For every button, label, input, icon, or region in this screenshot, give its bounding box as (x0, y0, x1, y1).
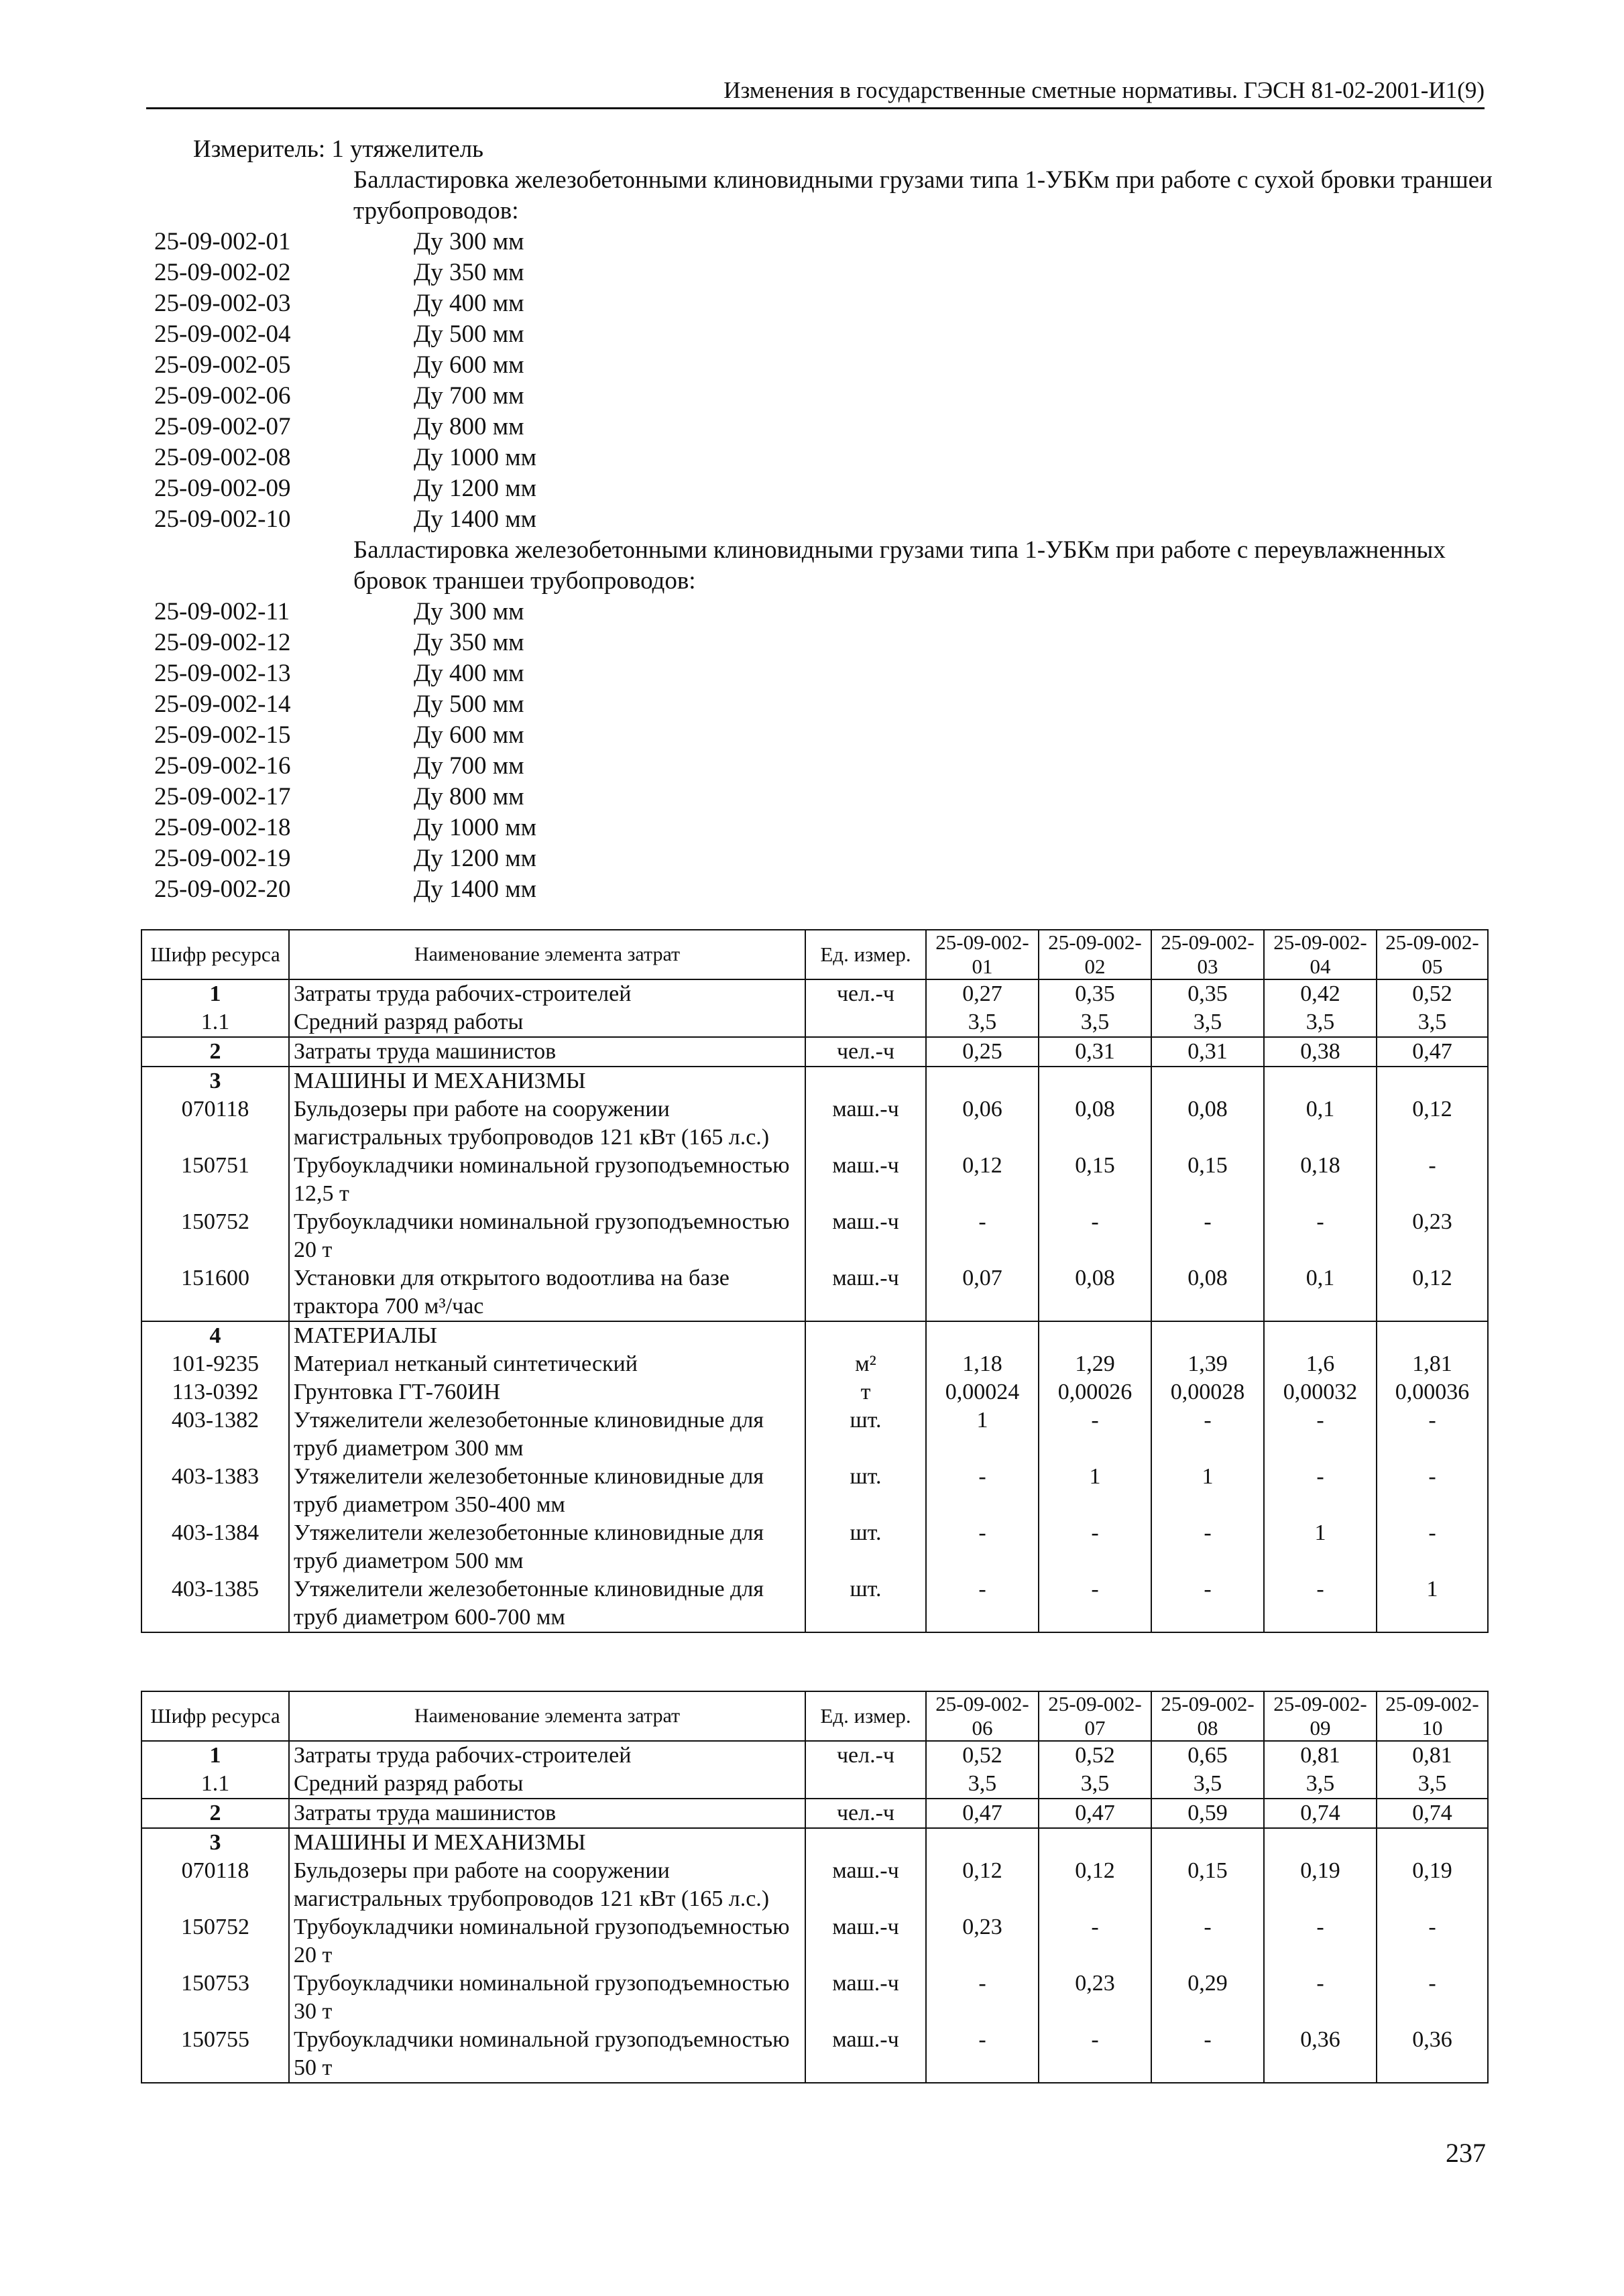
resource-code: 3 (141, 1828, 289, 1857)
norm-value: 0,25 (926, 1037, 1039, 1067)
norm-description: Ду 1400 мм (414, 505, 537, 533)
cost-element-name: Утяжелители железобетонные клиновидные для труб диаметром 350-400 мм (289, 1463, 805, 1519)
table-row (141, 1519, 1488, 1575)
code-list-item (154, 504, 536, 535)
cost-element-name: Затраты труда машинистов (289, 1037, 805, 1067)
table-row (141, 1463, 1488, 1519)
norm-value: - (1377, 1519, 1488, 1575)
norm-value: - (1151, 1913, 1264, 1970)
resource-code: 403-1384 (141, 1519, 289, 1575)
code-list-item (154, 782, 536, 812)
cost-element-name: Грунтовка ГТ-760ИН (289, 1378, 805, 1406)
norm-value: 1,6 (1264, 1350, 1377, 1378)
norm-value: 0,47 (1377, 1037, 1488, 1067)
code-list-item (154, 597, 536, 627)
group1-title: Балластировка железобетонными клиновидными грузами типа 1-УБКм при работе с сухой бровки траншеи трубопроводов: (353, 166, 1493, 225)
table-row (141, 1770, 1488, 1799)
norm-value: 0,12 (926, 1152, 1039, 1208)
unit-of-measure (805, 1008, 926, 1037)
norm-code: 25-09-002-10 (154, 505, 291, 533)
norm-value: - (926, 1575, 1039, 1632)
norm-value: 0,06 (926, 1095, 1039, 1152)
code-list-item (154, 689, 536, 720)
unit-of-measure: шт. (805, 1575, 926, 1632)
norm-code: 25-09-002-09 (154, 475, 291, 502)
norm-value: 1,29 (1039, 1350, 1151, 1378)
cost-element-name: Средний разряд работы (289, 1770, 805, 1799)
norm-value (1377, 1828, 1488, 1857)
table-row (141, 1913, 1488, 1970)
code-list-item (154, 812, 536, 843)
norm-value: - (1264, 1575, 1377, 1632)
header-norm-column: 25-09-002-03 (1151, 930, 1264, 979)
norm-value: 0,15 (1151, 1152, 1264, 1208)
norm-code: 25-09-002-08 (154, 444, 291, 471)
table-row (141, 1208, 1488, 1264)
code-list-item (154, 350, 536, 381)
norm-description: Ду 700 мм (414, 752, 524, 780)
norm-value: 0,35 (1151, 979, 1264, 1008)
norm-description: Ду 500 мм (414, 320, 524, 348)
norm-value (1039, 1828, 1151, 1857)
norm-code: 25-09-002-13 (154, 660, 291, 687)
norm-code: 25-09-002-03 (154, 290, 291, 317)
header-unit: Ед. измер. (805, 930, 926, 979)
cost-element-name: Трубоукладчики номинальной грузоподъемностью 20 т (289, 1913, 805, 1970)
unit-of-measure: чел.-ч (805, 1741, 926, 1770)
header-norm-column: 25-09-002-05 (1377, 930, 1488, 979)
norm-value (1039, 1067, 1151, 1095)
table-row (141, 1067, 1488, 1095)
cost-element-name: Трубоукладчики номинальной грузоподъемностью 12,5 т (289, 1152, 805, 1208)
norm-value: - (1039, 1406, 1151, 1463)
norm-value: 0,08 (1039, 1095, 1151, 1152)
norm-value: 0,74 (1377, 1799, 1488, 1828)
table-row (141, 1321, 1488, 1350)
norm-value: 0,52 (926, 1741, 1039, 1770)
resource-table-2 (141, 1691, 1489, 2083)
norm-value (1151, 1828, 1264, 1857)
resource-code: 1.1 (141, 1770, 289, 1799)
cost-element-name: Материал нетканый синтетический (289, 1350, 805, 1378)
unit-of-measure: маш.-ч (805, 1913, 926, 1970)
code-list-item (154, 720, 536, 751)
norm-value: - (1151, 1519, 1264, 1575)
norm-value: 1 (1151, 1463, 1264, 1519)
norm-value: 0,12 (1377, 1264, 1488, 1321)
group1-code-list (154, 227, 536, 535)
norm-value: 0,31 (1151, 1037, 1264, 1067)
norm-value: - (1039, 1208, 1151, 1264)
norm-value: - (1151, 1406, 1264, 1463)
resource-code: 403-1382 (141, 1406, 289, 1463)
code-list-item (154, 442, 536, 473)
code-list-item (154, 381, 536, 412)
norm-value: 0,81 (1377, 1741, 1488, 1770)
norm-description: Ду 800 мм (414, 413, 524, 440)
code-list-item (154, 319, 536, 350)
cost-element-name: Затраты труда рабочих-строителей (289, 1741, 805, 1770)
norm-value: - (1377, 1152, 1488, 1208)
norm-value: - (1151, 2026, 1264, 2083)
norm-value: 3,5 (1377, 1008, 1488, 1037)
unit-of-measure (805, 1067, 926, 1095)
code-list-item (154, 843, 536, 874)
norm-value: - (1264, 1406, 1377, 1463)
unit-of-measure (805, 1828, 926, 1857)
header-norm-column: 25-09-002-04 (1264, 930, 1377, 979)
unit-of-measure: маш.-ч (805, 1857, 926, 1913)
norm-value: 0,18 (1264, 1152, 1377, 1208)
norm-value: 1 (1377, 1575, 1488, 1632)
cost-element-name: Утяжелители железобетонные клиновидные для труб диаметром 600-700 мм (289, 1575, 805, 1632)
norm-value: 0,42 (1264, 979, 1377, 1008)
norm-value: - (926, 1970, 1039, 2026)
cost-element-name: Бульдозеры при работе на сооружении магистральных трубопроводов 121 кВт (165 л.с.) (289, 1095, 805, 1152)
norm-code: 25-09-002-02 (154, 259, 291, 286)
resource-code: 150751 (141, 1152, 289, 1208)
unit-of-measure: маш.-ч (805, 2026, 926, 2083)
norm-description: Ду 500 мм (414, 690, 524, 718)
resource-code: 1 (141, 1741, 289, 1770)
norm-value: 1,39 (1151, 1350, 1264, 1378)
norm-value: 0,29 (1151, 1970, 1264, 2026)
cost-element-name: Трубоукладчики номинальной грузоподъемностью 50 т (289, 2026, 805, 2083)
header-norm-column: 25-09-002-09 (1264, 1691, 1377, 1741)
norm-description: Ду 300 мм (414, 228, 524, 255)
norm-value: 1 (1264, 1519, 1377, 1575)
code-list-item (154, 227, 536, 257)
unit-of-measure (805, 1770, 926, 1799)
resource-table-1 (141, 929, 1489, 1633)
norm-value: 3,5 (1377, 1770, 1488, 1799)
table-row (141, 1037, 1488, 1067)
norm-code: 25-09-002-16 (154, 752, 291, 780)
norm-value (1151, 1321, 1264, 1350)
norm-value: 0,59 (1151, 1799, 1264, 1828)
unit-of-measure: маш.-ч (805, 1152, 926, 1208)
code-list-item (154, 257, 536, 288)
norm-value: - (1377, 1970, 1488, 2026)
norm-value: 0,19 (1264, 1857, 1377, 1913)
header-cost-element: Наименование элемента затрат (289, 930, 805, 979)
resource-code: 3 (141, 1067, 289, 1095)
norm-value: 0,74 (1264, 1799, 1377, 1828)
header-norm-column: 25-09-002-01 (926, 930, 1039, 979)
cost-element-name: МАТЕРИАЛЫ (289, 1321, 805, 1350)
cost-element-name: Затраты труда рабочих-строителей (289, 979, 805, 1008)
norm-value: 0,52 (1377, 979, 1488, 1008)
norm-value: 0,52 (1039, 1741, 1151, 1770)
code-list-item (154, 473, 536, 504)
header-resource-code: Шифр ресурса (141, 1691, 289, 1741)
norm-code: 25-09-002-01 (154, 228, 291, 255)
resource-code: 403-1385 (141, 1575, 289, 1632)
norm-code: 25-09-002-06 (154, 382, 291, 410)
code-list-item (154, 627, 536, 658)
norm-code: 25-09-002-20 (154, 875, 291, 903)
norm-value: 0,27 (926, 979, 1039, 1008)
norm-value: 0,00026 (1039, 1378, 1151, 1406)
norm-value: 0,08 (1039, 1264, 1151, 1321)
cost-element-name: Установки для открытого водоотлива на базе трактора 700 м³/час (289, 1264, 805, 1321)
norm-description: Ду 600 мм (414, 721, 524, 749)
resource-code: 150752 (141, 1208, 289, 1264)
table-header-row (141, 1691, 1488, 1741)
unit-of-measure: чел.-ч (805, 1799, 926, 1828)
norm-value: 0,38 (1264, 1037, 1377, 1067)
norm-code: 25-09-002-05 (154, 351, 291, 379)
norm-code: 25-09-002-14 (154, 690, 291, 718)
norm-value: 3,5 (1264, 1008, 1377, 1037)
norm-value: - (1264, 1208, 1377, 1264)
code-list-item (154, 288, 536, 319)
norm-value: 0,08 (1151, 1095, 1264, 1152)
header-cost-element: Наименование элемента затрат (289, 1691, 805, 1741)
norm-code: 25-09-002-12 (154, 629, 291, 656)
norm-value (926, 1828, 1039, 1857)
norm-value: 0,35 (1039, 979, 1151, 1008)
table-row (141, 1264, 1488, 1321)
norm-value: 0,47 (1039, 1799, 1151, 1828)
cost-element-name: Трубоукладчики номинальной грузоподъемностью 30 т (289, 1970, 805, 2026)
resource-code: 403-1383 (141, 1463, 289, 1519)
norm-value: 0,00024 (926, 1378, 1039, 1406)
running-header: Изменения в государственные сметные нормативы. ГЭСН 81-02-2001-И1(9) (146, 75, 1485, 109)
norm-value (1377, 1321, 1488, 1350)
norm-description: Ду 800 мм (414, 783, 524, 810)
norm-value: - (1151, 1575, 1264, 1632)
norm-code: 25-09-002-17 (154, 783, 291, 810)
norm-value: - (1377, 1463, 1488, 1519)
norm-value (1151, 1067, 1264, 1095)
table-row (141, 1828, 1488, 1857)
cost-element-name: Утяжелители железобетонные клиновидные для труб диаметром 500 мм (289, 1519, 805, 1575)
norm-value: 0,15 (1039, 1152, 1151, 1208)
norm-value: - (926, 1463, 1039, 1519)
norm-value: 0,00036 (1377, 1378, 1488, 1406)
norm-value: 0,08 (1151, 1264, 1264, 1321)
norm-value: 0,81 (1264, 1741, 1377, 1770)
resource-code: 101-9235 (141, 1350, 289, 1378)
unit-of-measure: маш.-ч (805, 1264, 926, 1321)
norm-value: - (1151, 1208, 1264, 1264)
group2-title: Балластировка железобетонными клиновидными грузами типа 1-УБКм при работе с переувлажненных бровок траншеи трубопроводов: (353, 536, 1446, 595)
norm-value: 3,5 (1151, 1770, 1264, 1799)
header-unit: Ед. измер. (805, 1691, 926, 1741)
table-row (141, 1857, 1488, 1913)
unit-of-measure: шт. (805, 1406, 926, 1463)
header-resource-code: Шифр ресурса (141, 930, 289, 979)
resource-code: 150752 (141, 1913, 289, 1970)
norm-code: 25-09-002-18 (154, 814, 291, 841)
norm-value: - (926, 2026, 1039, 2083)
norm-value: 0,00028 (1151, 1378, 1264, 1406)
table-row (141, 2026, 1488, 2083)
norm-value: 0,1 (1264, 1264, 1377, 1321)
norm-value: 3,5 (1039, 1008, 1151, 1037)
norm-description: Ду 600 мм (414, 351, 524, 379)
cost-element-name: МАШИНЫ И МЕХАНИЗМЫ (289, 1828, 805, 1857)
norm-value (1264, 1828, 1377, 1857)
code-list-item (154, 874, 536, 905)
norm-value: - (1264, 1913, 1377, 1970)
unit-of-measure: чел.-ч (805, 979, 926, 1008)
norm-value: 3,5 (926, 1770, 1039, 1799)
table-row (141, 1575, 1488, 1632)
norm-value (1264, 1067, 1377, 1095)
norm-value: - (1264, 1463, 1377, 1519)
resource-code: 113-0392 (141, 1378, 289, 1406)
table-row (141, 1741, 1488, 1770)
code-list-item (154, 658, 536, 689)
header-norm-column: 25-09-002-02 (1039, 930, 1151, 979)
header-norm-column: 25-09-002-07 (1039, 1691, 1151, 1741)
norm-value: - (1377, 1913, 1488, 1970)
norm-value: 0,12 (1039, 1857, 1151, 1913)
norm-value: 0,47 (926, 1799, 1039, 1828)
norm-value: 1,18 (926, 1350, 1039, 1378)
norm-value (1039, 1321, 1151, 1350)
cost-element-name: Затраты труда машинистов (289, 1799, 805, 1828)
norm-value: 0,23 (1039, 1970, 1151, 2026)
norm-value: 0,07 (926, 1264, 1039, 1321)
unit-of-measure: т (805, 1378, 926, 1406)
norm-description: Ду 350 мм (414, 259, 524, 286)
norm-description: Ду 350 мм (414, 629, 524, 656)
table-row (141, 1799, 1488, 1828)
table-header-row (141, 930, 1488, 979)
cost-element-name: Трубоукладчики номинальной грузоподъемностью 20 т (289, 1208, 805, 1264)
norm-code: 25-09-002-19 (154, 845, 291, 872)
norm-value: 0,36 (1264, 2026, 1377, 2083)
norm-value: - (926, 1208, 1039, 1264)
page-number: 237 (1446, 2138, 1486, 2168)
unit-of-measure: шт. (805, 1463, 926, 1519)
cost-element-name: Утяжелители железобетонные клиновидные для труб диаметром 300 мм (289, 1406, 805, 1463)
code-list-item (154, 751, 536, 782)
norm-value: 3,5 (1264, 1770, 1377, 1799)
norm-value (926, 1067, 1039, 1095)
norm-value: 3,5 (1151, 1008, 1264, 1037)
norm-value (1264, 1321, 1377, 1350)
table-row (141, 1095, 1488, 1152)
norm-value: 0,15 (1151, 1857, 1264, 1913)
norm-value: 1,81 (1377, 1350, 1488, 1378)
norm-code: 25-09-002-04 (154, 320, 291, 348)
resource-code: 150753 (141, 1970, 289, 2026)
unit-of-measure: чел.-ч (805, 1037, 926, 1067)
header-norm-column: 25-09-002-10 (1377, 1691, 1488, 1741)
header-norm-column: 25-09-002-06 (926, 1691, 1039, 1741)
norm-description: Ду 400 мм (414, 290, 524, 317)
norm-code: 25-09-002-07 (154, 413, 291, 440)
norm-value (1377, 1067, 1488, 1095)
norm-value: 0,23 (926, 1913, 1039, 1970)
norm-value: - (1264, 1970, 1377, 2026)
norm-value: 3,5 (926, 1008, 1039, 1037)
norm-description: Ду 1000 мм (414, 814, 537, 841)
norm-description: Ду 1200 мм (414, 475, 537, 502)
norm-value (926, 1321, 1039, 1350)
unit-of-measure: шт. (805, 1519, 926, 1575)
norm-value: - (1377, 1406, 1488, 1463)
norm-value: 0,1 (1264, 1095, 1377, 1152)
resource-code: 070118 (141, 1095, 289, 1152)
norm-value: - (926, 1519, 1039, 1575)
table-row (141, 979, 1488, 1008)
resource-code: 150755 (141, 2026, 289, 2083)
norm-code: 25-09-002-11 (154, 598, 290, 625)
norm-description: Ду 400 мм (414, 660, 524, 687)
resource-code: 2 (141, 1037, 289, 1067)
table-row (141, 1378, 1488, 1406)
norm-value: 1 (926, 1406, 1039, 1463)
table-row (141, 1350, 1488, 1378)
resource-code: 1.1 (141, 1008, 289, 1037)
resource-code: 070118 (141, 1857, 289, 1913)
norm-value: 0,36 (1377, 2026, 1488, 2083)
table-row (141, 1152, 1488, 1208)
table-row (141, 1008, 1488, 1037)
unit-of-measure: маш.-ч (805, 1970, 926, 2026)
unit-of-measure (805, 1321, 926, 1350)
resource-code: 151600 (141, 1264, 289, 1321)
norm-value: 0,65 (1151, 1741, 1264, 1770)
unit-of-measure: маш.-ч (805, 1208, 926, 1264)
resource-code: 1 (141, 979, 289, 1008)
table-row (141, 1406, 1488, 1463)
table-row (141, 1970, 1488, 2026)
norm-description: Ду 1000 мм (414, 444, 537, 471)
group2-code-list (154, 597, 536, 905)
norm-value: 1 (1039, 1463, 1151, 1519)
cost-element-name: Средний разряд работы (289, 1008, 805, 1037)
norm-value: 0,23 (1377, 1208, 1488, 1264)
unit-of-measure: маш.-ч (805, 1095, 926, 1152)
unit-of-measure: м² (805, 1350, 926, 1378)
norm-value: 3,5 (1039, 1770, 1151, 1799)
norm-description: Ду 1400 мм (414, 875, 537, 903)
resource-code: 4 (141, 1321, 289, 1350)
cost-element-name: Бульдозеры при работе на сооружении магистральных трубопроводов 121 кВт (165 л.с.) (289, 1857, 805, 1913)
norm-description: Ду 1200 мм (414, 845, 537, 872)
norm-value: 0,19 (1377, 1857, 1488, 1913)
norm-value: - (1039, 1913, 1151, 1970)
resource-code: 2 (141, 1799, 289, 1828)
norm-description: Ду 300 мм (414, 598, 524, 625)
norm-value: 0,12 (1377, 1095, 1488, 1152)
norm-value: - (1039, 2026, 1151, 2083)
measure-unit: Измеритель: 1 утяжелитель (193, 135, 484, 163)
norm-code: 25-09-002-15 (154, 721, 291, 749)
norm-value: 0,12 (926, 1857, 1039, 1913)
norm-value: 0,00032 (1264, 1378, 1377, 1406)
cost-element-name: МАШИНЫ И МЕХАНИЗМЫ (289, 1067, 805, 1095)
norm-value: - (1039, 1575, 1151, 1632)
norm-description: Ду 700 мм (414, 382, 524, 410)
norm-value: - (1039, 1519, 1151, 1575)
norm-value: 0,31 (1039, 1037, 1151, 1067)
header-norm-column: 25-09-002-08 (1151, 1691, 1264, 1741)
code-list-item (154, 412, 536, 442)
